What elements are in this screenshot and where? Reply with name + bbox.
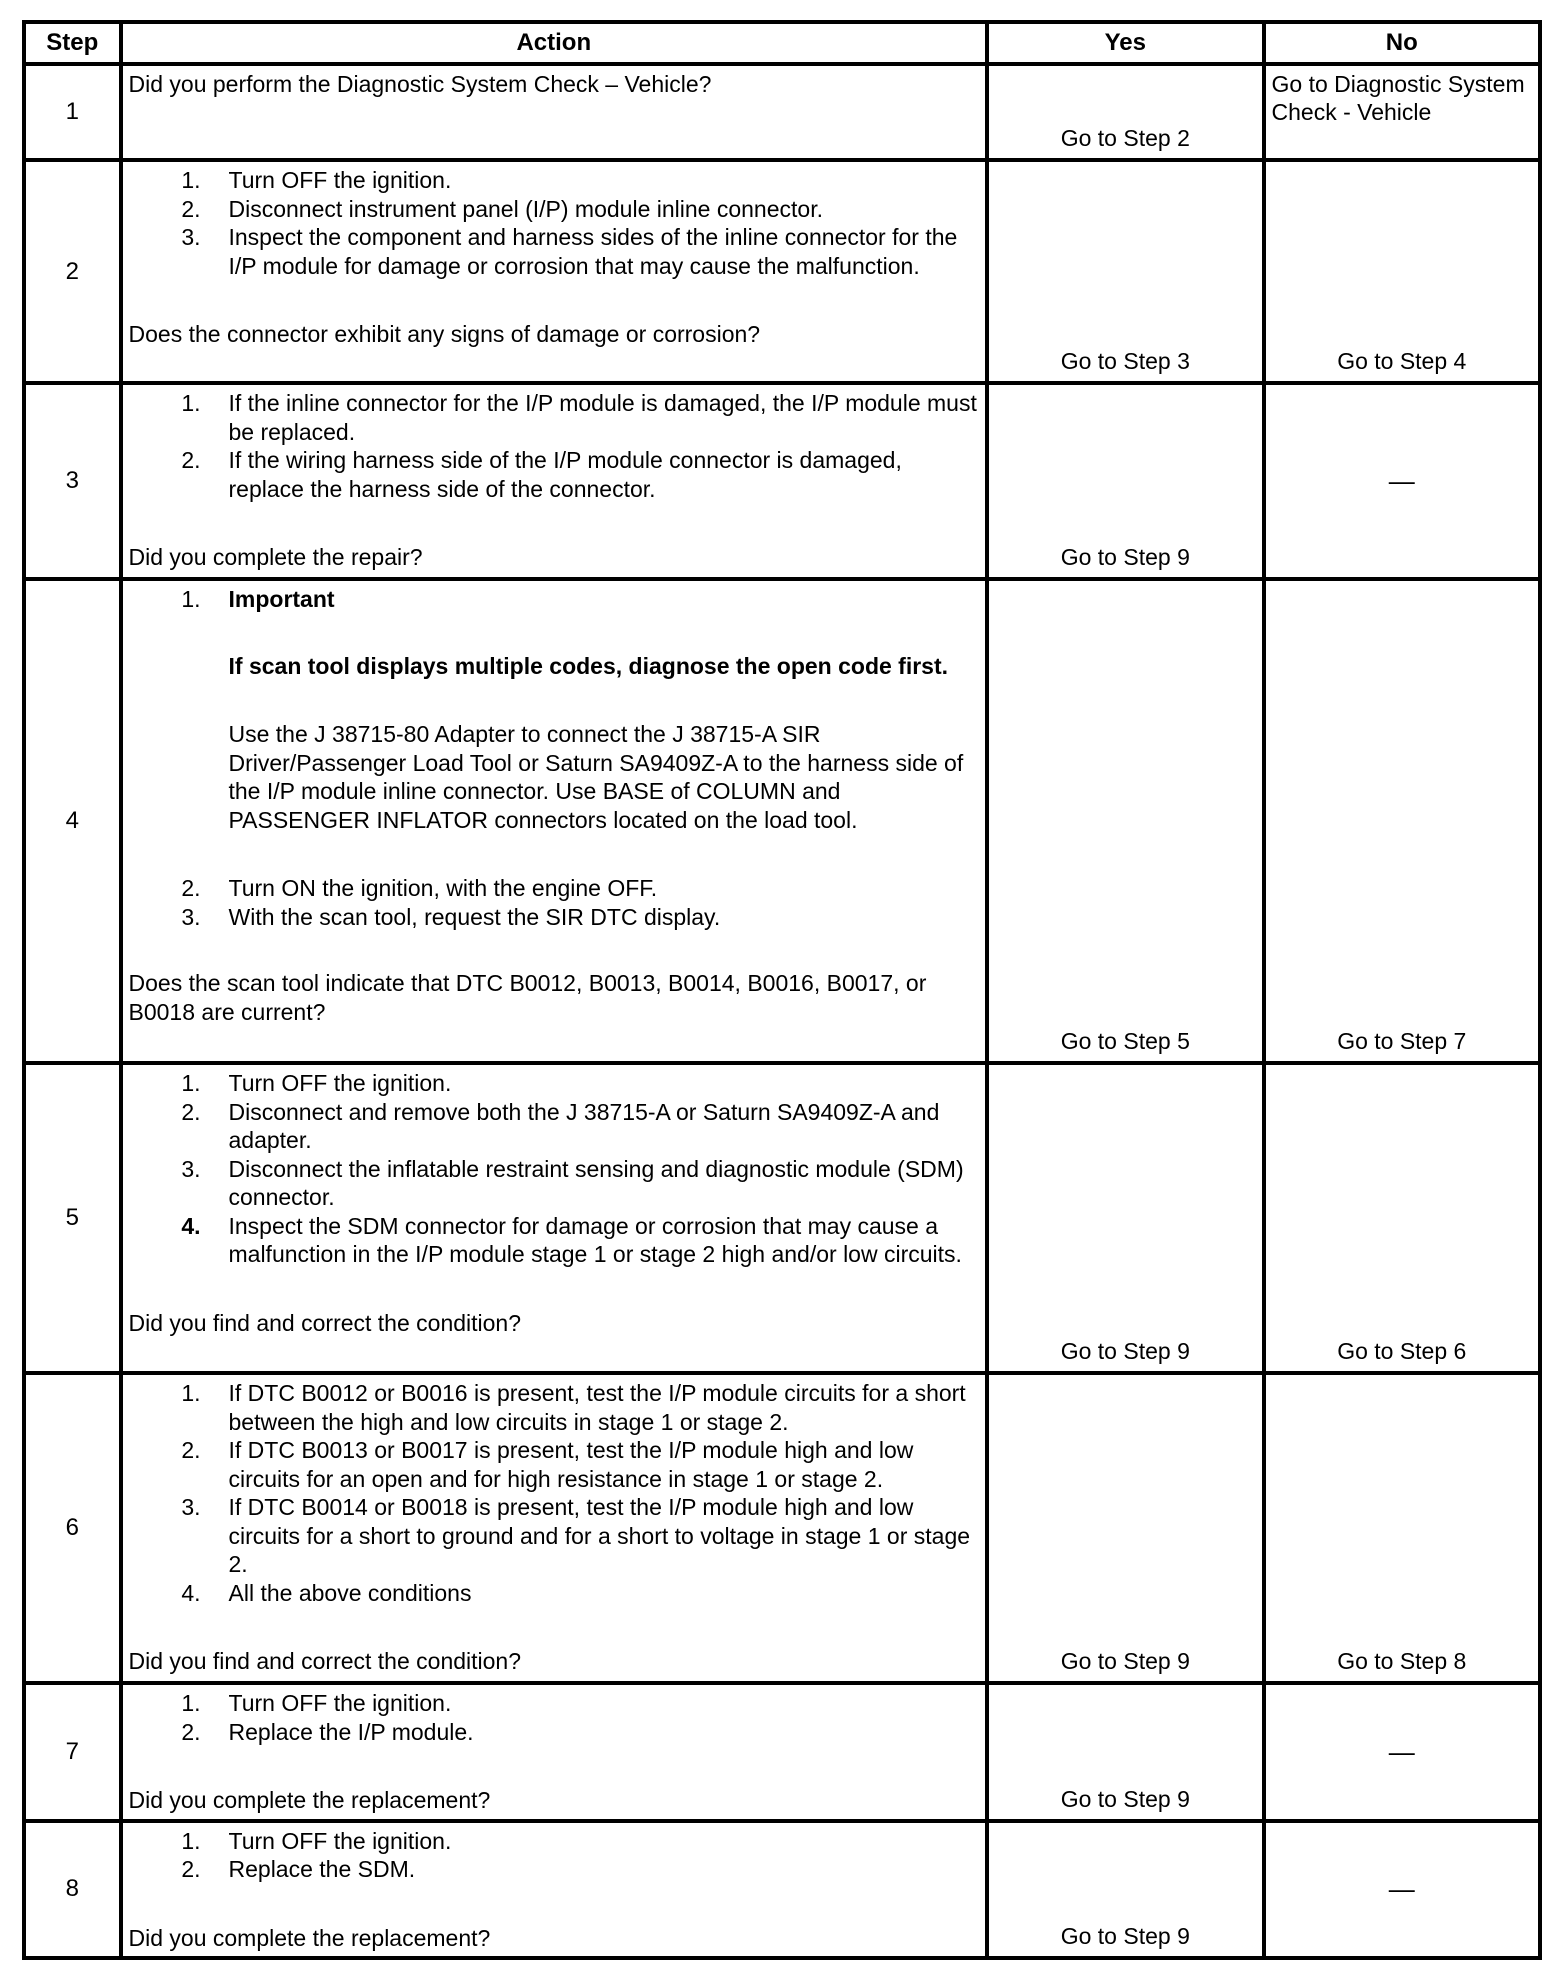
item-number: 1. [181, 1827, 201, 1854]
item-text: All the above conditions [228, 1579, 472, 1606]
no-text: Go to Step 8 [1337, 1648, 1467, 1674]
list-item [129, 874, 980, 903]
yes-text: Go to Step 9 [1060, 1338, 1190, 1364]
diagnostic-table [22, 20, 1542, 1960]
yes-cell [987, 1683, 1263, 1821]
yes-text: Go to Step 5 [1060, 1028, 1190, 1054]
item-number: 3. [181, 224, 201, 250]
list-item [129, 1827, 980, 1856]
item-number: 3. [181, 1494, 201, 1520]
step-number: 7 [24, 1683, 121, 1821]
item-number: 1. [181, 167, 201, 193]
item-text: If DTC B0013 or B0017 is present, test the I/P module high and low circuits for an open and for high resistance in stage 1 or stage 2. [228, 1437, 914, 1492]
item-text: If the inline connector for the I/P module is damaged, the I/P module must be replaced. [228, 390, 977, 445]
no-cell [1264, 579, 1540, 1063]
list-item [129, 1212, 980, 1269]
list-item [129, 446, 980, 503]
no-text: Go to Step 4 [1337, 348, 1467, 374]
yes-cell [987, 1063, 1263, 1373]
yes-text: Go to Step 9 [1060, 1785, 1190, 1812]
action-list [129, 1379, 980, 1607]
question-text: Did you complete the repair? [128, 544, 423, 570]
step-number: 2 [24, 160, 121, 383]
action-list [129, 585, 980, 931]
no-text: Go to Step 7 [1337, 1028, 1467, 1054]
item-text: Inspect the component and harness sides of the inline connector for the I/P module for damage or corrosion that may cause the malfunction. [228, 224, 958, 279]
item-number: 1. [181, 586, 201, 612]
table-row [24, 1683, 1540, 1821]
list-item [129, 166, 980, 195]
important-note: If scan tool displays multiple codes, diagnose the open code first. [228, 652, 949, 679]
item-number: 2. [181, 875, 201, 901]
question-text: Did you complete the replacement? [128, 1924, 491, 1951]
no-cell [1264, 383, 1540, 579]
yes-text: Go to Step 9 [1060, 544, 1190, 570]
table-row [24, 383, 1540, 579]
item-text: If DTC B0012 or B0016 is present, test the I/P module circuits for a short between the high and low circuits in stage 1 or stage 2. [228, 1380, 966, 1435]
yes-text: Go to Step 9 [1060, 1923, 1190, 1949]
yes-cell [987, 64, 1263, 160]
list-item [129, 1855, 980, 1884]
header-row [24, 22, 1540, 64]
table-row [24, 160, 1540, 383]
action-cell [121, 1373, 988, 1683]
item-number: 2. [181, 1098, 201, 1125]
question-text: Did you find and correct the condition? [128, 1648, 522, 1674]
header-yes: Yes [987, 22, 1263, 64]
item-number: 2. [181, 1856, 201, 1882]
diagnostic-table-container [22, 20, 1542, 1960]
item-number: 2. [181, 447, 201, 473]
header-action: Action [121, 22, 988, 64]
item-number: 2. [181, 1718, 201, 1745]
question-text: Did you complete the replacement? [128, 1787, 491, 1813]
list-item [129, 1579, 980, 1608]
item-number: 1. [181, 1690, 201, 1716]
item-text: Inspect the SDM connector for damage or corrosion that may cause a malfunction in the I/P module stage 1 or stage 2 high and/or low circuits. [228, 1212, 962, 1267]
item-text: Replace the I/P module. [228, 1718, 474, 1745]
step-number: 4 [24, 579, 121, 1063]
item-text: Disconnect instrument panel (I/P) module inline connector. [228, 195, 823, 222]
no-text: Go to Diagnostic System Check - Vehicle [1271, 71, 1525, 125]
no-cell [1264, 1821, 1540, 1959]
table-row [24, 1063, 1540, 1373]
question-text: Does the connector exhibit any signs of damage or corrosion? [128, 321, 761, 347]
header-no: No [1264, 22, 1540, 64]
item-number: 1. [181, 390, 201, 416]
step-number: 6 [24, 1373, 121, 1683]
item-number: 2. [181, 1437, 201, 1463]
list-item [129, 1098, 980, 1155]
list-item [129, 1436, 980, 1493]
yes-text: Go to Step 9 [1060, 1648, 1190, 1674]
yes-cell [987, 1821, 1263, 1959]
action-cell [121, 64, 988, 160]
list-item [129, 1493, 980, 1579]
yes-cell [987, 1373, 1263, 1683]
action-cell [121, 1063, 988, 1373]
header-step: Step [24, 22, 121, 64]
yes-text: Go to Step 3 [1060, 348, 1190, 374]
yes-cell [987, 579, 1263, 1063]
action-list [129, 1069, 980, 1269]
item-text: Disconnect the inflatable restraint sensing and diagnostic module (SDM) connector. [228, 1155, 964, 1210]
action-cell [121, 579, 988, 1063]
yes-cell [987, 160, 1263, 383]
list-item [129, 1155, 980, 1212]
action-cell [121, 383, 988, 579]
step-number: 8 [24, 1821, 121, 1959]
list-item [129, 223, 980, 280]
item-text: With the scan tool, request the SIR DTC display. [228, 903, 721, 930]
list-item [129, 1718, 980, 1747]
item-number: 4. [181, 1579, 201, 1606]
no-text: — [1388, 465, 1415, 496]
step-number: 5 [24, 1063, 121, 1373]
item-text: Turn OFF the ignition. [228, 167, 452, 193]
list-item [129, 585, 980, 614]
no-text: — [1388, 1873, 1415, 1904]
no-text: Go to Step 6 [1337, 1338, 1467, 1364]
list-item [129, 1689, 980, 1718]
important-body: Use the J 38715-80 Adapter to connect the J 38715-A SIR Driver/Passenger Load Tool or Saturn SA9409Z-A to the harness side of the I/P module inline connector. Use BASE of COLUMN and PASSENGER INFLATOR connectors located on the load tool. [228, 721, 964, 833]
action-list [129, 1827, 980, 1884]
list-item [129, 1069, 980, 1098]
no-cell [1264, 1373, 1540, 1683]
item-text: Turn ON the ignition, with the engine OFF. [228, 875, 658, 901]
item-text: Replace the SDM. [228, 1856, 416, 1882]
item-number: 4. [181, 1212, 201, 1239]
item-number: 1. [181, 1380, 201, 1406]
no-cell [1264, 64, 1540, 160]
item-number: 3. [181, 1155, 201, 1182]
important-label: Important [228, 586, 335, 612]
question-text: Did you find and correct the condition? [128, 1309, 522, 1336]
no-cell [1264, 160, 1540, 383]
item-number: 1. [181, 1070, 201, 1096]
yes-text: Go to Step 2 [1060, 125, 1190, 151]
list-item [129, 1379, 980, 1436]
item-text: If DTC B0014 or B0018 is present, test the I/P module high and low circuits for a short to ground and for a short to voltage in stage 1 or stage 2. [228, 1494, 971, 1577]
yes-cell [987, 383, 1263, 579]
list-item [129, 195, 980, 224]
question-text: Did you perform the Diagnostic System Check – Vehicle? [128, 71, 712, 97]
list-item [129, 903, 980, 932]
step-number: 3 [24, 383, 121, 579]
action-cell [121, 1683, 988, 1821]
list-item [129, 389, 980, 446]
action-cell [121, 160, 988, 383]
item-text: Turn OFF the ignition. [228, 1070, 452, 1096]
table-row [24, 64, 1540, 160]
no-cell [1264, 1683, 1540, 1821]
table-row [24, 579, 1540, 1063]
action-list [129, 1689, 980, 1746]
item-number: 2. [181, 195, 201, 222]
no-cell [1264, 1063, 1540, 1373]
item-number: 3. [181, 903, 201, 930]
table-row [24, 1373, 1540, 1683]
no-text: — [1388, 1736, 1415, 1767]
item-text: Turn OFF the ignition. [228, 1827, 452, 1854]
action-list [129, 166, 980, 280]
action-list [129, 389, 980, 503]
action-cell [121, 1821, 988, 1959]
table-row [24, 1821, 1540, 1959]
item-text: If the wiring harness side of the I/P module connector is damaged, replace the harness side of the connector. [228, 447, 902, 502]
step-number: 1 [24, 64, 121, 160]
item-text: Turn OFF the ignition. [228, 1690, 452, 1716]
question-text: Does the scan tool indicate that DTC B0012, B0013, B0014, B0016, B0017, or B0018 are current? [128, 970, 927, 1025]
item-text: Disconnect and remove both the J 38715-A or Saturn SA9409Z-A and adapter. [228, 1098, 940, 1153]
